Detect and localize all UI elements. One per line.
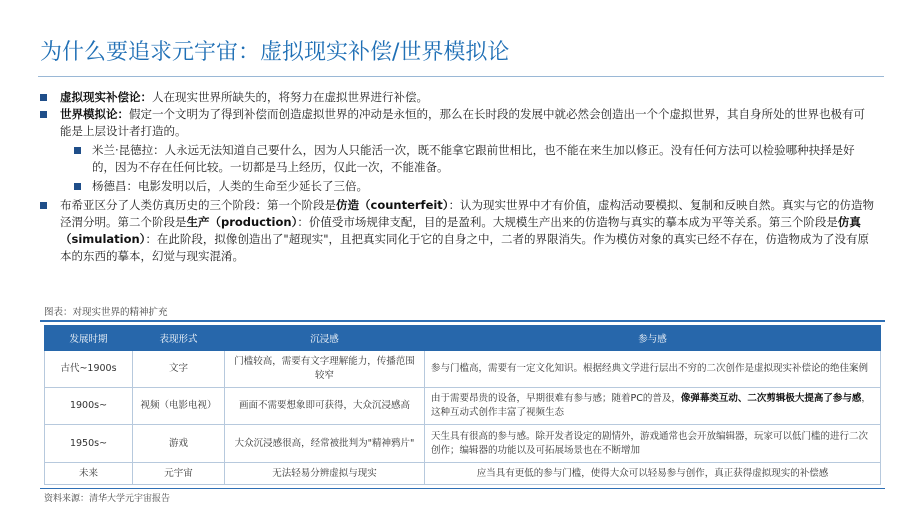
bullet-square-icon	[40, 111, 47, 118]
bullet-list	[40, 89, 876, 265]
cell-form: 视频（电影电视）	[133, 388, 225, 425]
cell-period: 1900s~	[45, 388, 133, 425]
sub-bullet-kundera	[40, 142, 876, 176]
comparison-table	[44, 325, 881, 485]
header-form: 表现形式	[133, 326, 225, 351]
bullet-compensation-theory	[40, 89, 876, 106]
cell-immersion: 大众沉浸感很高，经常被批判为"精神鸦片"	[225, 425, 425, 463]
bullet-text: 假定一个文明为了得到补偿而创造虚拟世界的冲动是永恒的，那么在长时段的发展中就必然会创造出一个个虚拟世界，其自身所处的世界也极有可能是上层设计者打造的。	[60, 107, 865, 138]
sub-bullet-text: 米兰·昆德拉：人永远无法知道自己要什么，因为人只能活一次，既不能拿它跟前世相比，也不能在来生加以修正。没有任何方法可以检验哪种抉择是好的，因为不存在任何比较。一切都是马上经历，仅此一次，不能准备。	[92, 143, 855, 174]
bullet-text: ：认为现实世界中才有价值，虚构活动要模拟、复制和反映自然。真实与它的仿造物泾渭分明。第二个阶段是	[60, 198, 875, 229]
cell-participation: 天生具有很高的参与感。除开发者设定的剧情外，游戏通常也会开放编辑器，玩家可以低门槛的进行二次创作；编辑器的功能以及可拓展场景也在不断增加	[425, 425, 881, 463]
sub-bullet-yang	[40, 178, 876, 195]
cell-immersion: 画面不需要想象即可获得，大众沉浸感高	[225, 388, 425, 425]
sub-bullet-text: 杨德昌：电影发明以后，人类的生命至少延长了三倍。	[92, 179, 368, 193]
bullet-text: 布希亚区分了人类仿真历史的三个阶段：第一个阶段是	[60, 198, 336, 212]
bullet-square-icon	[40, 94, 47, 101]
bullet-simulation-theory	[40, 106, 876, 140]
keyword-production: 生产（production）	[186, 215, 298, 229]
bullet-label: 世界模拟论：	[60, 107, 129, 121]
cell-participation: 参与门槛高，需要有一定文化知识。根据经典文学进行层出不穷的二次创作是虚拟现实补偿论的绝佳案例	[425, 351, 881, 388]
table-row	[45, 388, 881, 425]
cell-immersion: 无法轻易分辨虚拟与现实	[225, 463, 425, 485]
cell-period: 古代~1900s	[45, 351, 133, 388]
figure-caption: 图表：对现实世界的精神扩充	[44, 307, 168, 318]
bullet-text: ：在此阶段，拟像创造出了"超现实"，且把真实同化于它的自身之中，二者的界限消失。作为模仿对象的真实已经不存在，仿造物成为了没有原本的东西的摹本，幻觉与现实混淆。	[60, 232, 870, 263]
slide-title: 为什么要追求元宇宙：虚拟现实补偿/世界模拟论	[40, 40, 510, 65]
source-divider	[40, 488, 885, 489]
caption-divider	[40, 320, 885, 322]
header-participation: 参与感	[425, 326, 881, 351]
bullet-label: 虚拟现实补偿论：	[60, 90, 152, 104]
cell-text: 由于需要昂贵的设备，早期很难有参与感；随着PC的普及，	[431, 393, 681, 404]
table-header-row	[45, 326, 881, 351]
bullet-square-icon	[74, 147, 81, 154]
bullet-text: ：价值受市场规律支配，目的是盈利。大规模生产出来的仿造物与真实的摹本成为平等关系。第三个阶段是	[297, 215, 838, 229]
bullet-baudrillard	[40, 197, 876, 265]
keyword-simulation: 仿真（simulation）	[60, 215, 861, 246]
cell-form: 元宇宙	[133, 463, 225, 485]
cell-form: 文字	[133, 351, 225, 388]
title-divider	[38, 76, 884, 77]
cell-participation	[425, 388, 881, 425]
keyword-counterfeit: 仿造（counterfeit）	[336, 198, 449, 212]
header-period: 发展时期	[45, 326, 133, 351]
header-immersion: 沉浸感	[225, 326, 425, 351]
cell-immersion: 门槛较高，需要有文字理解能力，传播范围较窄	[225, 351, 425, 388]
source-note: 资料来源：清华大学元宇宙报告	[44, 494, 171, 504]
bullet-square-icon	[40, 202, 47, 209]
cell-text-bold: 像弹幕类互动、二次剪辑极大提高了参与感	[680, 393, 862, 404]
table-row	[45, 463, 881, 485]
cell-period: 未来	[45, 463, 133, 485]
table-row	[45, 351, 881, 388]
cell-form: 游戏	[133, 425, 225, 463]
bullet-text: 人在现实世界所缺失的，将努力在虚拟世界进行补偿。	[152, 90, 428, 104]
cell-participation: 应当具有更低的参与门槛，使得大众可以轻易参与创作，真正获得虚拟现实的补偿感	[425, 463, 881, 485]
cell-period: 1950s~	[45, 425, 133, 463]
table-row	[45, 425, 881, 463]
cell-text: ，这种互动式创作丰富了视频生态	[431, 393, 871, 418]
bullet-square-icon	[74, 183, 81, 190]
